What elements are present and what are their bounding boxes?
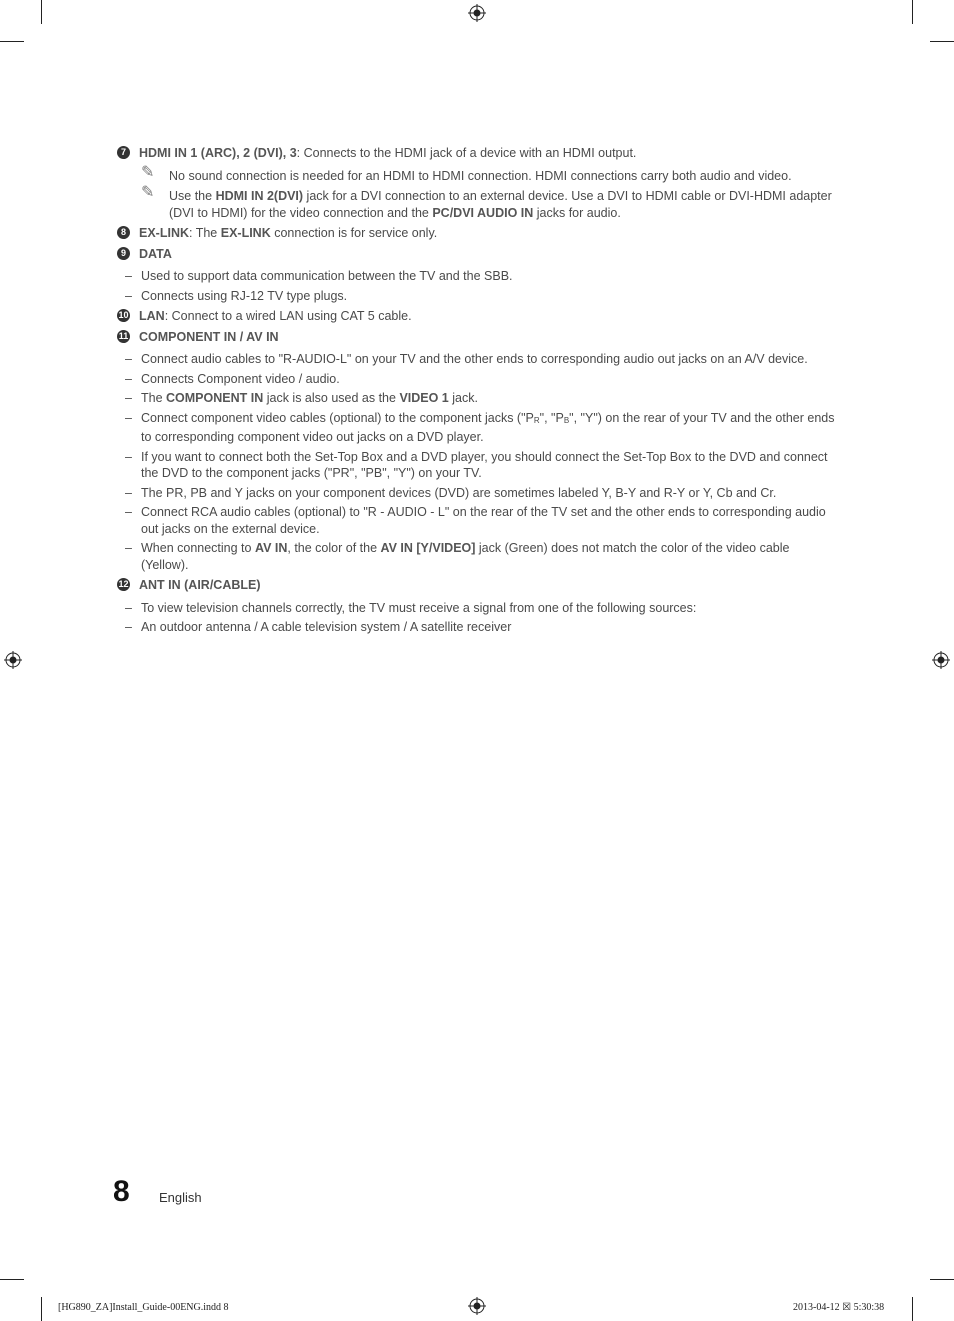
item-number-badge: 11: [118, 330, 129, 341]
item-text: : Connects to the HDMI jack of a device with an HDMI output.: [296, 146, 637, 160]
registration-mark-icon: [4, 651, 22, 669]
note-text: jacks for audio.: [533, 205, 621, 220]
crop-mark: [912, 0, 913, 24]
list-item-hdmi: [115, 145, 835, 162]
item-label: LAN: [139, 309, 165, 323]
item-label: ANT IN (AIR/CABLE): [139, 578, 261, 592]
note-key: PC/DVI AUDIO IN: [432, 205, 534, 220]
notes-list: [139, 163, 835, 222]
bullet-item: – The COMPONENT IN jack is also used as the VIDEO 1 jack.: [125, 391, 478, 405]
item-text: connection is for service only.: [270, 226, 438, 240]
crop-mark: [0, 1279, 24, 1280]
list-item-exlink: [115, 225, 835, 242]
bullet-item: – The PR, PB and Y jacks on your component devices (DVD) are sometimes labeled Y, B-Y and R-Y or Y, Cb and Cr.: [125, 485, 777, 500]
bullet-list: [125, 351, 835, 573]
bullet-item: – When connecting to AV IN, the color of the AV IN [Y/VIDEO] jack (Green) does not match the color of the video cable (Yellow).: [125, 541, 790, 572]
page-number: 8: [113, 1175, 130, 1208]
item-number-badge: 12: [118, 579, 129, 589]
registration-mark-icon: [468, 4, 486, 22]
item-label: COMPONENT IN / AV IN: [139, 329, 279, 344]
crop-mark: [912, 1297, 913, 1321]
bullet-item: – Connect component video cables (optional) to the component jacks ("PR", "PB", "Y") on the rear of your TV and the other ends to corresponding component video out jacks on a DVD player.: [125, 410, 835, 444]
note-item: [139, 163, 835, 185]
item-number-badge: 10: [118, 310, 129, 320]
registration-mark-icon: [468, 1297, 486, 1315]
crop-mark: [41, 1297, 42, 1321]
bullet-item: – Connects Component video / audio.: [125, 371, 340, 386]
bullet-item: – An outdoor antenna / A cable television system / A satellite receiver: [125, 620, 512, 634]
list-item-data: [115, 246, 835, 263]
bullet-item: – Connects using RJ-12 TV type plugs.: [125, 288, 348, 303]
page-language: English: [159, 1190, 202, 1205]
main-content: [115, 145, 835, 640]
bullet-item: – Connect RCA audio cables (optional) to "R - AUDIO - L" on the rear of the TV set and the other ends to corresponding audio out jacks on the external device.: [125, 505, 826, 536]
note-key: HDMI IN 2(DVI): [215, 189, 304, 203]
item-number-badge: 9: [117, 247, 130, 260]
item-label: EX-LINK: [220, 226, 271, 240]
list-item-component: [115, 329, 835, 346]
item-label: EX-LINK: [139, 226, 189, 240]
bullet-list: [125, 268, 835, 304]
item-label: HDMI IN 1 (ARC), 2 (DVI), 3: [139, 146, 297, 160]
list-item-lan: [115, 308, 835, 325]
item-label: DATA: [139, 246, 172, 261]
bullet-item: – To view television channels correctly, the TV must receive a signal from one of the following sources:: [125, 600, 697, 615]
note-text: jack for a DVI connection to an external device. Use a DVI to HDMI cable or DVI-HDMI adapter (DVI to HDMI) for the video connection and the: [169, 189, 832, 220]
pencil-note-icon: ✎: [141, 163, 155, 181]
note-item: [139, 184, 835, 221]
crop-mark: [0, 41, 24, 42]
bullet-list: [125, 600, 835, 636]
item-text: : Connect to a wired LAN using CAT 5 cable.: [164, 309, 412, 323]
print-slug-timestamp: 2013-04-12 ☒ 5:30:38: [793, 1302, 885, 1313]
list-item-ant: [115, 577, 835, 594]
crop-mark: [41, 0, 42, 24]
bullet-item: – Connect audio cables to "R-AUDIO-L" on your TV and the other ends to corresponding audio out jacks on an A/V device.: [125, 352, 808, 366]
bullet-item: – If you want to connect both the Set-Top Box and a DVD player, you should connect the Set-Top Box to the DVD and connect the DVD to the component jacks ("PR", "PB", "Y") on your TV.: [125, 449, 828, 480]
crop-mark: [930, 41, 954, 42]
registration-mark-icon: [932, 651, 950, 669]
print-slug-filename: [HG890_ZA]Install_Guide-00ENG.indd 8: [58, 1302, 229, 1313]
item-number-badge: 8: [117, 226, 130, 239]
note-text: Use the: [169, 189, 216, 203]
note-text: No sound connection is needed for an HDMI to HDMI connection. HDMI connections carry both audio and video.: [169, 168, 792, 183]
pencil-note-icon: ✎: [141, 184, 155, 201]
item-number-badge: 7: [117, 146, 130, 159]
bullet-item: – Used to support data communication between the TV and the SBB.: [125, 269, 513, 283]
item-text: : The: [189, 226, 221, 240]
crop-mark: [930, 1279, 954, 1280]
